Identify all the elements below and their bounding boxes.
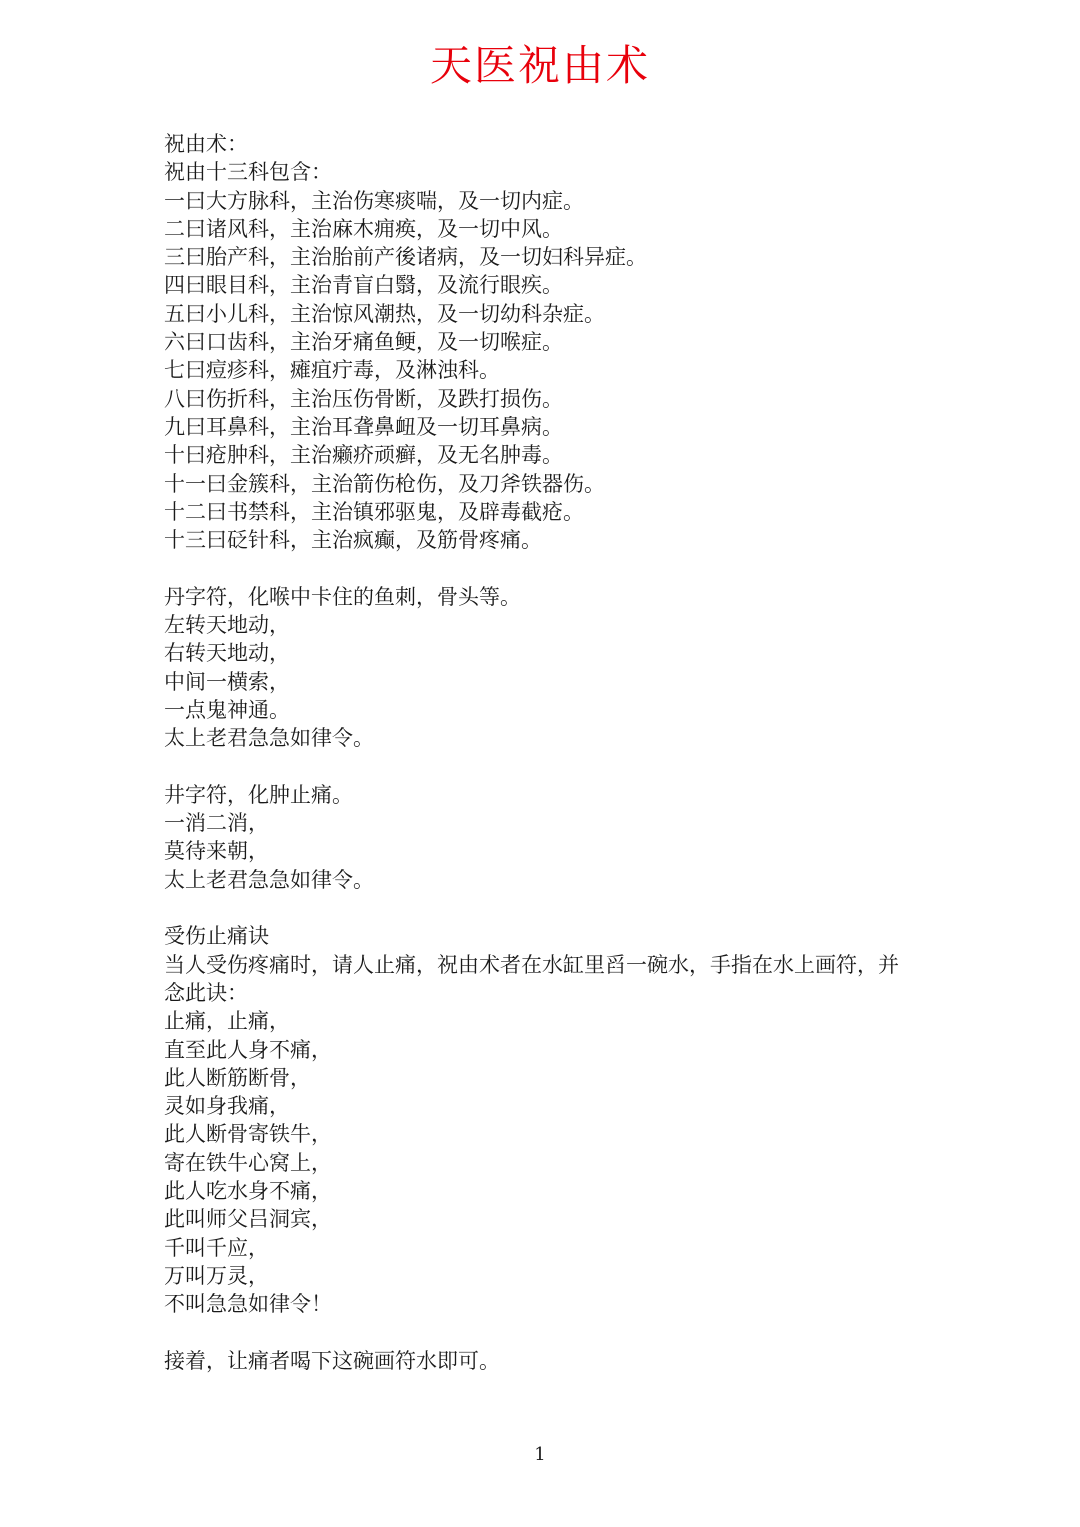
text-line: 太上老君急急如律令。 — [164, 726, 374, 751]
text-line: 灵如身我痛， — [164, 1094, 290, 1119]
text-line: 万叫万灵， — [164, 1263, 269, 1288]
text-line: 念此诀： — [164, 980, 248, 1005]
text-line: 此人断筋断骨， — [164, 1065, 311, 1090]
text-line: 太上老君急急如律令。 — [164, 867, 374, 892]
text-line: 当人受伤疼痛时，请人止痛，祝由术者在水缸里舀一碗水，手指在水上画符，并 — [164, 952, 899, 977]
text-line: 六曰口齿科，主治牙痛鱼鲠，及一切喉症。 — [164, 330, 563, 355]
text-line: 千叫千应， — [164, 1235, 269, 1260]
text-line: 十一曰金簇科，主治箭伤枪伤，及刀斧铁器伤。 — [164, 471, 605, 496]
text-line: 一曰大方脉科，主治伤寒痰喘，及一切内症。 — [164, 188, 584, 213]
text-line: 一消二消， — [164, 811, 269, 836]
text-line: 十曰疮肿科，主治癞疥顽癣，及无名肿毒。 — [164, 443, 563, 468]
text-line: 右转天地动， — [164, 641, 290, 666]
text-line: 此叫师父吕洞宾， — [164, 1207, 332, 1232]
text-line: 井字符，化肿止痛。 — [164, 782, 353, 807]
text-line: 寄在铁牛心窝上， — [164, 1150, 332, 1175]
text-line: 四曰眼目科，主治青盲白翳，及流行眼疾。 — [164, 273, 563, 298]
text-line: 十二曰书禁科，主治镇邪驱鬼，及辟毒截疮。 — [164, 499, 584, 524]
text-line: 丹字符，化喉中卡住的鱼刺，骨头等。 — [164, 584, 521, 609]
text-line: 接着，让痛者喝下这碗画符水即可。 — [164, 1348, 500, 1373]
paragraph-gap — [164, 753, 964, 781]
text-line: 止痛，止痛， — [164, 1009, 290, 1034]
paragraph-gap — [164, 1318, 964, 1346]
document-title: 天医祝由术 — [429, 41, 650, 90]
text-line: 一点鬼神通。 — [164, 697, 290, 722]
text-line: 直至此人身不痛， — [164, 1037, 332, 1062]
document-body — [164, 130, 964, 1375]
text-line: 十三曰砭针科，主治疯癫，及筋骨疼痛。 — [164, 528, 542, 553]
paragraph-gap — [164, 894, 964, 922]
text-line: 不叫急急如律令！ — [164, 1292, 332, 1317]
page-number: 1 — [534, 1444, 546, 1465]
text-line: 三曰胎产科，主治胎前产後诸病，及一切妇科异症。 — [164, 245, 647, 270]
text-line: 祝由十三科包含： — [164, 160, 332, 185]
text-line: 八曰伤折科，主治压伤骨断，及跌打损伤。 — [164, 386, 563, 411]
text-line: 此人吃水身不痛， — [164, 1178, 332, 1203]
paragraph-gap — [164, 554, 964, 582]
text-line: 祝由术： — [164, 132, 248, 156]
text-line: 此人断骨寄铁牛， — [164, 1122, 332, 1147]
text-line: 中间一横索， — [164, 669, 290, 694]
text-line: 二曰诸风科，主治麻木痈痪，及一切中风。 — [164, 216, 563, 241]
text-line: 五曰小儿科，主治惊风潮热，及一切幼科杂症。 — [164, 301, 605, 326]
text-line: 七曰痘疹科，瘫疽疔毒，及淋浊科。 — [164, 358, 500, 383]
text-line: 九曰耳鼻科，主治耳聋鼻衄及一切耳鼻病。 — [164, 414, 563, 439]
text-line: 受伤止痛诀 — [164, 924, 269, 949]
text-line: 莫待来朝， — [164, 839, 269, 864]
text-line: 左转天地动， — [164, 613, 290, 638]
